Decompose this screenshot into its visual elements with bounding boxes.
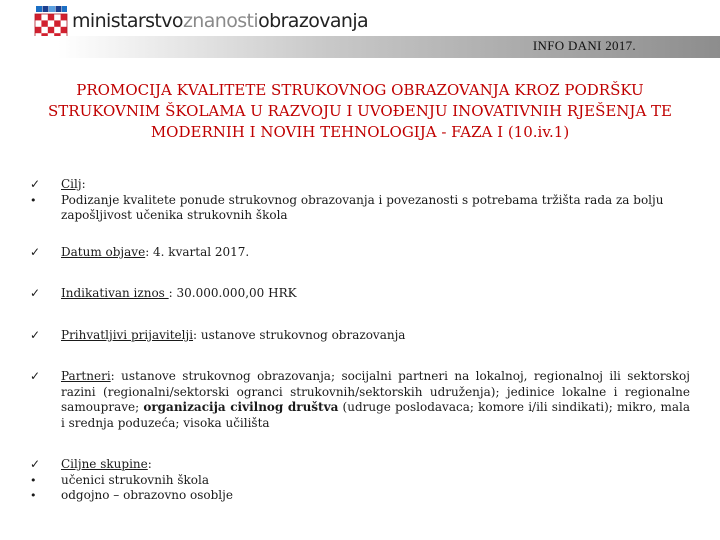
list-item-indikativan-iznos	[30, 286, 690, 302]
list-item-cilj-detail	[30, 193, 690, 224]
logo-part-znanosti: znanosti	[182, 10, 259, 32]
checkmark-icon: ✓	[30, 177, 41, 191]
cilj-label: Cilj	[61, 177, 82, 191]
list-item-skupine-osoblje	[30, 488, 690, 504]
list-item-cilj	[30, 177, 690, 193]
logo-part-ministarstvo: ministarstvo	[72, 10, 183, 32]
skupine-label: Ciljne skupine	[61, 457, 148, 471]
bullet-icon: •	[30, 489, 37, 502]
partneri-highlight: organizacija civilnog društva	[143, 400, 339, 414]
ministry-logo-text	[72, 10, 368, 32]
skupine-separator: :	[147, 457, 152, 471]
partneri-text-1: : ustanove strukovnog obrazovanja; socijalni partneri na lokalnoj, regionalnoj ili sektorskoj razini (regionalni/sektorski ogranci strukovnih/sektorskih udruženja); jedinice lokalne i regionalne samouprave;	[61, 369, 690, 414]
checkmark-icon: ✓	[30, 369, 41, 383]
logo-part-obrazovanja: obrazovanja	[258, 10, 369, 32]
prijavitelji-value: : ustanove strukovnog obrazovanja	[193, 327, 406, 342]
checkmark-icon: ✓	[30, 327, 41, 342]
partneri-label: Partneri	[61, 369, 111, 383]
skupine-sub-2: odgojno – obrazovno osoblje	[61, 488, 233, 502]
cilj-separator: :	[81, 177, 86, 191]
bullet-icon: •	[30, 473, 37, 487]
prijavitelji-label: Prihvatljivi prijavitelji	[61, 327, 194, 342]
page-title: PROMOCIJA KVALITETE STRUKOVNOG OBRAZOVANJA KROZ PODRŠKU STRUKOVNIM ŠKOLAMA U RAZVOJU I UVOĐENJU INOVATIVNIH RJEŠENJA TE MODERNIH I NOVIH TEHNOLOGIJA - FAZA I (10.iv.1)	[48, 81, 672, 141]
list-item-prihvatljivi-prijavitelji	[30, 328, 690, 344]
checkmark-icon: ✓	[30, 286, 41, 300]
list-item-partneri	[30, 369, 690, 431]
checkmark-icon: ✓	[30, 457, 41, 471]
datum-value: : 4. kvartal 2017.	[145, 244, 250, 259]
list-item-ciljne-skupine	[30, 457, 690, 473]
checkmark-icon: ✓	[30, 244, 41, 259]
content-list	[30, 177, 690, 504]
bullet-icon: •	[30, 193, 37, 207]
event-label: INFO DANI 2017.	[532, 38, 636, 53]
partneri-text-2: (udruge poslodavaca; komore i/ili sindikati); mikro, mala i srednja poduzeća; visoka učilišta	[61, 400, 691, 430]
header	[0, 0, 720, 62]
datum-label: Datum objave	[61, 244, 146, 259]
iznos-value: : 30.000.000,00 HRK	[168, 286, 297, 300]
skupine-sub-1: učenici strukovnih škola	[61, 472, 209, 487]
list-item-datum-objave	[30, 245, 690, 261]
iznos-label: Indikativan iznos	[61, 286, 169, 300]
cilj-text: Podizanje kvalitete ponude strukovnog obrazovanja i povezanosti s potrebama tržišta rada za bolju zapošljivost učenika strukovnih škola	[61, 192, 664, 222]
list-item-skupine-ucenici	[30, 473, 690, 489]
